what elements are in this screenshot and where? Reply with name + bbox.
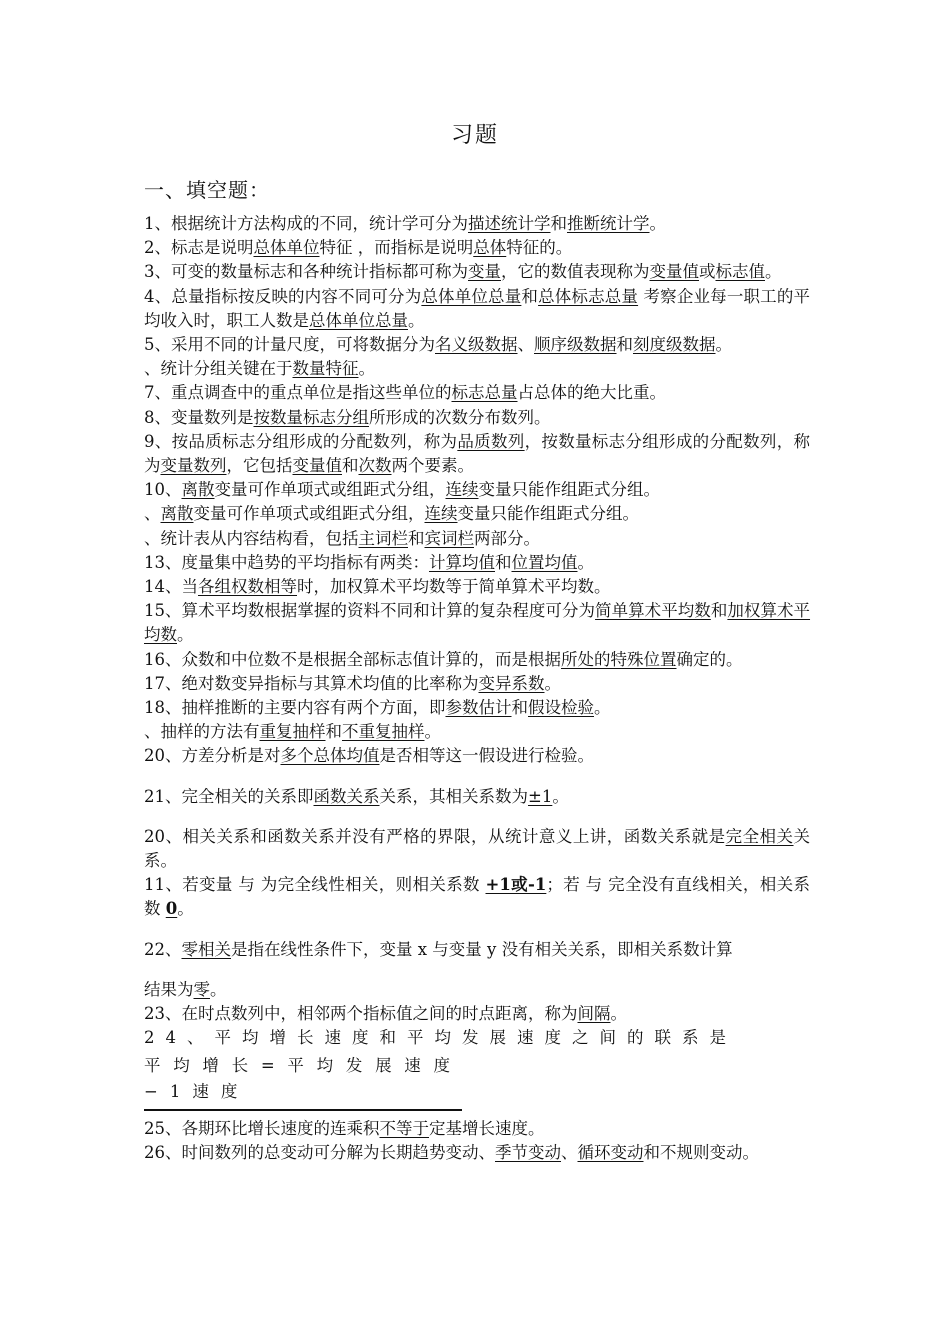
question-item: [144, 527, 810, 551]
question-text: 17、绝对数变异指标与其算术均值的比率称为: [144, 673, 479, 693]
question-text: 。: [544, 673, 561, 693]
answer-blank: 描述统计学: [468, 214, 551, 233]
question-text: 21、完全相关的关系即: [144, 786, 314, 806]
question-text: 所形成的次数分布数列。: [369, 407, 551, 427]
question-text: 占总体的绝大比重。: [517, 383, 666, 403]
answer-blank: 间隔: [577, 1004, 611, 1024]
answer-blank: 加权算术平均数: [144, 601, 811, 645]
question-item: [144, 978, 810, 1002]
question-text: 变量只能作组距式分组。: [478, 480, 660, 500]
question-text: 13、度量集中趋势的平均指标有两类：: [144, 552, 429, 572]
answer-blank: +1或-1: [485, 875, 547, 895]
answer-blank: 连续: [445, 480, 479, 500]
answer-blank: 名义级数据: [435, 335, 518, 355]
answer-blank: 假设检验: [528, 698, 594, 718]
question-text: 14、当: [144, 577, 198, 597]
answer-blank: 次数: [358, 456, 392, 476]
question-text: 。: [424, 722, 441, 742]
question-text: 1、根据统计方法构成的不同，统计学可分为: [144, 214, 468, 233]
question-text: 考察企业每一职工的平均收入时，职工人数是: [144, 286, 811, 330]
question-text: 关系，其相关系数为: [379, 786, 528, 806]
question-text: 和: [325, 722, 342, 742]
answer-blank: 总体单位: [253, 238, 320, 258]
answer-blank: 变量值: [649, 262, 699, 282]
answer-blank: 不等于: [379, 1118, 429, 1138]
answer-blank: 总体标志总量: [538, 286, 639, 306]
question-text: 和: [511, 698, 528, 718]
answer-blank: 参数估计: [445, 698, 512, 718]
question-text: 、抽样的方法有: [144, 722, 260, 742]
answer-blank: 简单算术平均数: [595, 601, 711, 621]
question-text: 18、抽样推断的主要内容有两个方面，即: [144, 698, 446, 718]
question-text: 变量只能作组距式分组。: [457, 504, 639, 524]
answer-blank: 离散: [160, 504, 194, 524]
question-text: 和: [616, 335, 633, 355]
answer-blank: 离散: [181, 480, 215, 500]
question-text: 7、重点调查中的重点单位是指这些单位的: [144, 383, 452, 403]
question-text: 结果为: [144, 979, 194, 999]
question-text: 。: [577, 552, 594, 572]
answer-blank: 连续: [424, 504, 458, 524]
question-item: [144, 551, 810, 575]
question-item: [144, 938, 810, 962]
question-item: [144, 648, 810, 672]
question-text: 平均增长=平均发展速度−1速度: [144, 1055, 462, 1101]
question-item: [144, 696, 810, 720]
answer-blank: 所处的特殊位置: [561, 649, 677, 669]
answer-blank: 数量特征: [292, 359, 359, 379]
question-item: [144, 430, 810, 478]
question-text: 特征的。: [506, 238, 573, 258]
question-item: [144, 599, 810, 647]
question-text: 、统计分组关键在于: [144, 359, 293, 379]
question-text: 4、总量指标按反映的内容不同可分为: [144, 286, 422, 306]
question-text: ，它的数值表现称为: [501, 262, 650, 282]
question-item: [144, 720, 810, 744]
question-text: 定基增长速度。: [429, 1118, 545, 1138]
answer-blank: 函数关系: [313, 786, 380, 806]
question-item: [144, 1141, 810, 1165]
question-item: [144, 502, 810, 526]
formula-rule: [144, 1109, 462, 1111]
question-item: [144, 357, 810, 381]
question-text: ；若 与 完全没有直线相关，相关系数: [144, 875, 810, 919]
question-text: 23、在时点数列中，相邻两个指标值之间的时点距离，称为: [144, 1004, 578, 1024]
question-text: 两部分。: [474, 528, 540, 548]
question-text: 。: [177, 899, 194, 919]
question-text: 和不规则变动。: [643, 1142, 759, 1162]
answer-blank: 变量数列: [160, 456, 227, 476]
answer-blank: 0: [165, 899, 178, 919]
question-item: [144, 260, 810, 284]
question-item: [144, 825, 810, 873]
question-item: [144, 236, 810, 260]
question-text: 变量可作单项式或组距式分组，: [193, 504, 425, 524]
question-text: 24、平均增长速度和平均发展速度之间的联系是: [144, 1028, 737, 1048]
question-text: 和: [550, 214, 567, 233]
answer-blank: 主词栏: [358, 528, 408, 548]
answer-blank: 零: [193, 979, 210, 999]
answer-blank: 品质数列: [457, 431, 525, 451]
answer-blank: 循环变动: [577, 1142, 644, 1162]
question-text: 。: [594, 698, 611, 718]
answer-blank: 位置均值: [511, 552, 578, 572]
answer-blank: 总体单位总量: [309, 310, 408, 330]
question-item: [144, 212, 810, 236]
question-text: 2、标志是说明: [144, 238, 254, 258]
question-text: 或: [699, 262, 716, 282]
answer-blank: 季节变动: [495, 1142, 561, 1162]
answer-blank: 计算均值: [429, 552, 495, 572]
answer-blank: 重复抽样: [259, 722, 326, 742]
question-text: ，它包括: [226, 456, 293, 476]
question-text: 。: [210, 979, 227, 999]
question-text: 、: [517, 335, 534, 355]
question-text: 、: [144, 504, 161, 524]
question-text: 。: [358, 359, 375, 379]
question-item: [144, 406, 810, 430]
question-item: [144, 744, 810, 768]
question-item: [144, 672, 810, 696]
answer-blank: ±1: [528, 786, 553, 806]
answer-blank: 变量值: [292, 456, 342, 476]
answer-blank: 标志值: [715, 262, 765, 282]
question-text: 确定的。: [676, 649, 743, 669]
question-text: 8、变量数列是: [144, 407, 254, 427]
formula-line: [144, 1053, 462, 1109]
question-text: 22、: [144, 939, 182, 959]
question-text: 20、相关关系和函数关系并没有严格的界限，从统计意义上讲，函数关系就是: [144, 826, 726, 846]
question-text: 11、若变量 与 为完全线性相关，则相关系数: [144, 875, 486, 895]
question-text: 25、各期环比增长速度的连乘积: [144, 1118, 380, 1138]
question-text: 。: [715, 335, 732, 355]
question-text: 是指在线性条件下，变量 x 与变量 y 没有相关关系，即相关系数计算: [231, 939, 733, 959]
question-text: 。: [649, 214, 666, 233]
question-text: 。: [408, 310, 425, 330]
question-text: 、统计表从内容结构看，包括: [144, 528, 359, 548]
question-text: 和: [710, 601, 728, 621]
question-item: [144, 333, 810, 357]
question-text: 时，加权算术平均数等于简单算术平均数。: [297, 577, 611, 597]
answer-blank: 零相关: [181, 939, 231, 959]
question-text: 和: [495, 552, 512, 572]
question-item: [144, 1026, 810, 1050]
question-text: 特征 ，而指标是说明: [319, 238, 474, 258]
question-text: 3、可变的数量标志和各种统计指标都可称为: [144, 262, 468, 282]
question-text: 。: [765, 262, 782, 282]
answer-blank: 标志总量: [451, 383, 518, 403]
answer-blank: 按数量标志分组: [253, 407, 369, 427]
question-text: 和: [342, 456, 359, 476]
answer-blank: 宾词栏: [424, 528, 474, 548]
question-item: [144, 1002, 810, 1026]
section-heading: 一、填空题：: [144, 178, 270, 202]
page-title: 习题: [450, 123, 499, 148]
answer-blank: 推断统计学: [567, 214, 650, 233]
answer-blank: 顺序级数据: [534, 335, 617, 355]
question-text: 20、方差分析是对: [144, 746, 281, 766]
question-item: [144, 285, 810, 333]
question-text: 16、众数和中位数不是根据全部标志值计算的，而是根据: [144, 649, 561, 669]
question-text: 、: [561, 1142, 578, 1162]
question-item: [144, 873, 810, 921]
question-item: [144, 1117, 810, 1141]
question-text: 。: [610, 1004, 627, 1024]
answer-blank: 总体单位总量: [421, 286, 522, 306]
answer-blank: 总体: [473, 238, 507, 258]
question-text: 5、采用不同的计量尺度，可将数据分为: [144, 335, 435, 355]
answer-blank: 变异系数: [478, 673, 545, 693]
answer-blank: 不重复抽样: [342, 722, 425, 742]
question-text: ，按数量标志分组形成的分配数列，称为: [144, 431, 811, 476]
question-item: [144, 785, 810, 809]
answer-blank: 变量: [468, 262, 501, 282]
question-text: 。: [177, 625, 194, 645]
question-text: 10、: [144, 480, 182, 500]
question-list: [144, 212, 810, 1165]
question-item: [144, 575, 810, 599]
question-text: 和: [521, 286, 539, 306]
answer-blank: 刻度级数据: [633, 335, 716, 355]
question-text: 9、按品质标志分组形成的分配数列，称为: [144, 431, 458, 451]
answer-blank: 各组权数相等: [198, 577, 297, 597]
question-text: 15、算术平均数根据掌握的资料不同和计算的复杂程度可分为: [144, 601, 596, 621]
question-item: [144, 478, 810, 502]
question-text: 变量可作单项式或组距式分组，: [214, 480, 446, 500]
question-text: 26、时间数列的总变动可分解为长期趋势变动、: [144, 1142, 495, 1162]
question-text: 两个要素。: [391, 456, 474, 476]
question-text: 和: [408, 528, 425, 548]
question-text: 。: [552, 786, 569, 806]
question-text: 关系。: [144, 826, 811, 871]
answer-blank: 多个总体均值: [280, 746, 380, 766]
question-text: 是否相等这一假设进行检验。: [379, 746, 594, 766]
question-item: [144, 381, 810, 405]
answer-blank: 完全相关: [725, 826, 794, 846]
